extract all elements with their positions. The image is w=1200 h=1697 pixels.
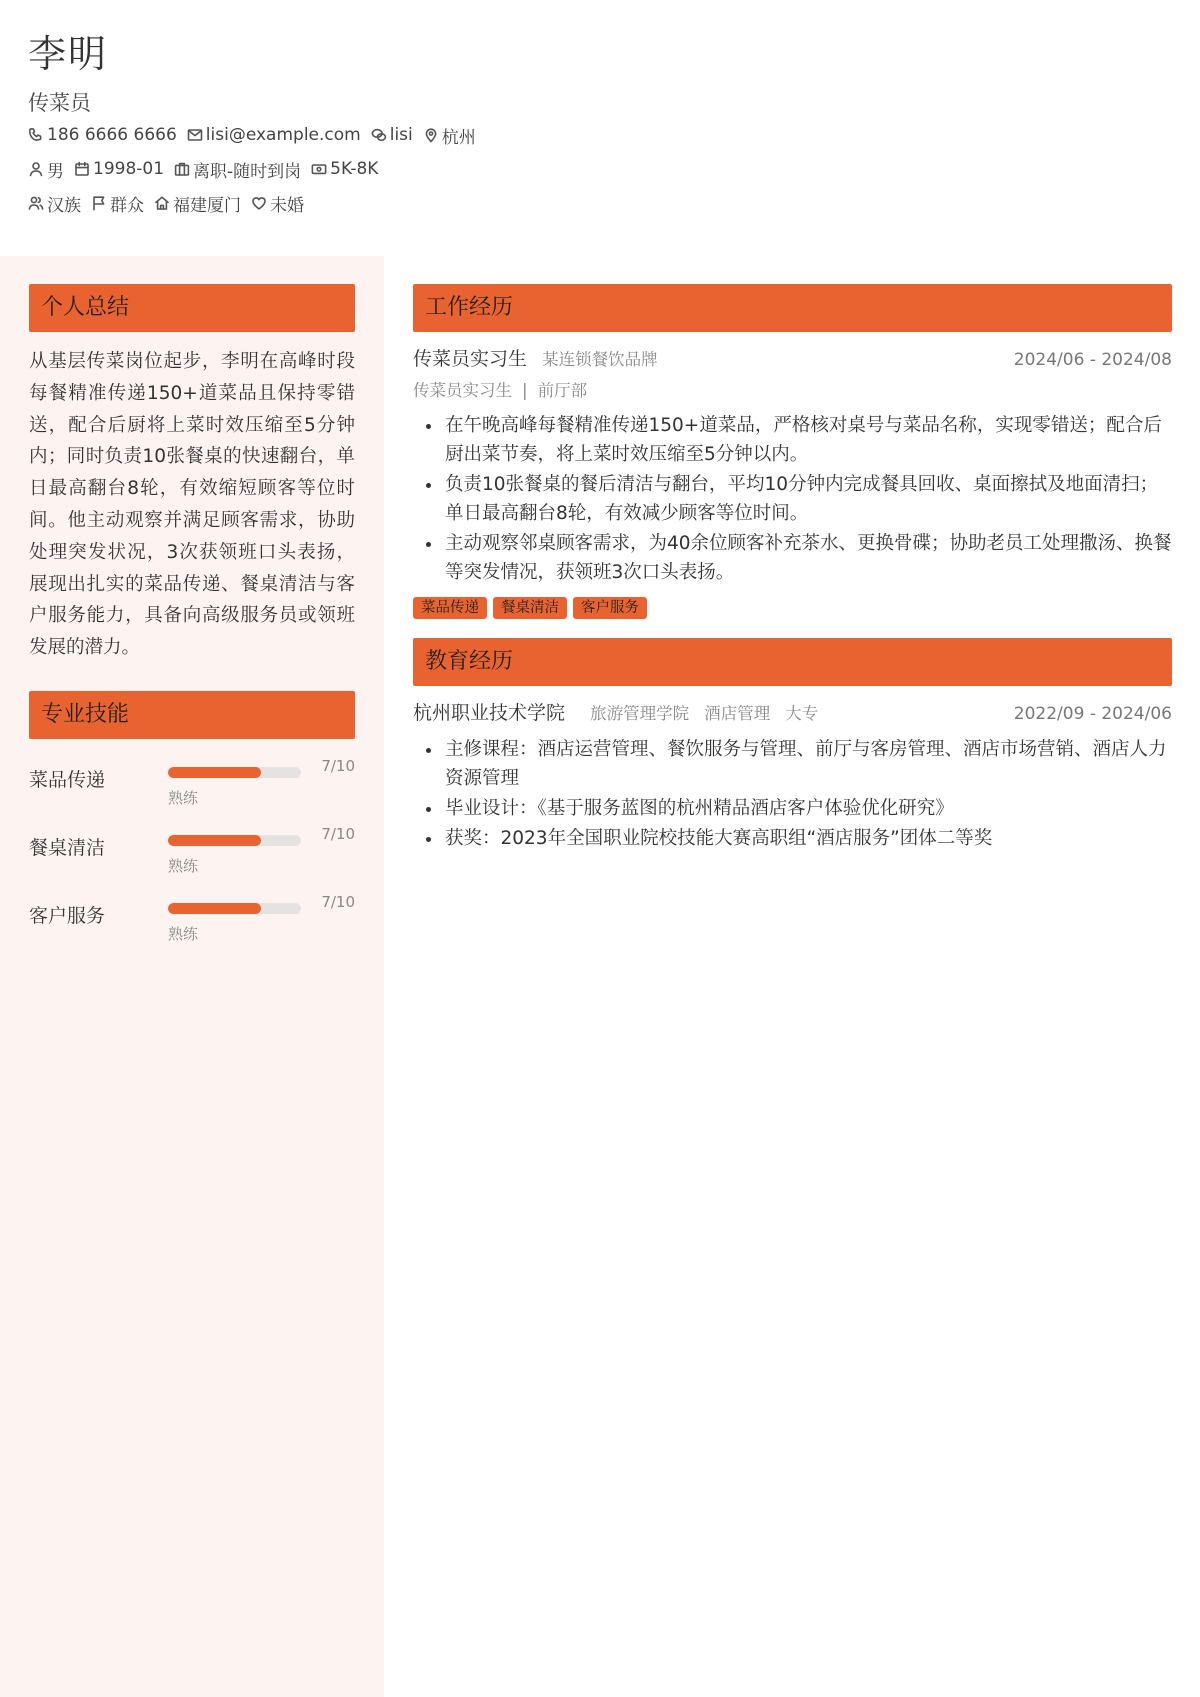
skill-level: 熟练	[168, 924, 199, 943]
right-column	[413, 284, 1172, 854]
skill-bar-fill	[168, 767, 261, 778]
political-info	[91, 191, 144, 216]
skill-name: 菜品传递	[29, 768, 106, 791]
list-item: • 毕业设计：《基于服务蓝图的杭州精品酒店客户体验优化研究》	[443, 794, 1172, 823]
home-icon	[154, 195, 170, 211]
skill-level: 熟练	[168, 788, 199, 807]
phone-text: 186 6666 6666	[47, 125, 177, 145]
skill-tag: 菜品传递	[413, 597, 487, 619]
political-text: 群众	[110, 195, 144, 216]
wechat-text: lisi	[389, 125, 413, 145]
list-item: • 主修课程：酒店运营管理、餐饮服务与管理、前厅与客房管理、酒店市场营销、酒店人力资源管理	[443, 735, 1172, 793]
left-column	[29, 284, 355, 951]
skill-bar-fill	[168, 903, 261, 914]
skill-item	[29, 747, 355, 815]
work-role-line	[413, 377, 1172, 401]
calendar-icon	[74, 161, 90, 177]
contact-row	[28, 118, 1168, 152]
mail-icon	[187, 127, 203, 143]
skill-item	[29, 815, 355, 883]
marital-text: 未婚	[270, 195, 304, 216]
location-icon	[423, 127, 439, 143]
skill-level: 熟练	[168, 856, 199, 875]
education-date: 2022/09 - 2024/06	[1013, 704, 1172, 724]
education-bullets	[413, 735, 1172, 853]
phone-icon	[28, 127, 44, 143]
wechat-info	[371, 125, 413, 145]
list-item: • 在午晚高峰每餐精准传递150+道菜品，严格核对桌号与菜品名称，实现零错送；配合后厨出菜节奏，将上菜时效压缩至5分钟以内。	[443, 411, 1172, 469]
salary-text: 5K-8K	[330, 159, 379, 179]
skill-item	[29, 883, 355, 951]
email-info	[187, 125, 361, 145]
flag-icon	[91, 195, 107, 211]
work-tags	[413, 597, 1172, 619]
skill-bar	[168, 903, 301, 914]
education-entry-header	[413, 698, 1172, 725]
job-title: 传菜员	[28, 91, 91, 115]
ethnicity-text: 汉族	[47, 195, 81, 216]
list-item: • 负责10张餐桌的餐后清洁与翻台，平均10分钟内完成餐具回收、桌面擦拭及地面清扫；单日最高翻台8轮，有效减少顾客等位时间。	[443, 470, 1172, 528]
skill-score: 7/10	[321, 824, 355, 843]
birth-text: 1998-01	[93, 159, 165, 179]
money-icon	[311, 161, 327, 177]
resume-header	[28, 30, 1168, 220]
skill-name: 餐桌清洁	[29, 836, 106, 859]
people-icon	[28, 195, 44, 211]
phone-info	[28, 125, 177, 145]
briefcase-icon	[174, 161, 190, 177]
skills-list	[29, 747, 355, 951]
education-heading: 教育经历	[413, 638, 1172, 686]
school-name: 杭州职业技术学院	[413, 702, 566, 724]
hometown-text: 福建厦门	[173, 195, 241, 216]
skill-bar	[168, 835, 301, 846]
marital-info	[251, 191, 304, 216]
location-info	[423, 123, 476, 148]
wechat-icon	[371, 127, 387, 143]
major-name: 酒店管理	[704, 704, 771, 723]
skills-heading: 专业技能	[29, 691, 355, 739]
skill-tag: 客户服务	[573, 597, 647, 619]
background-row	[28, 186, 1168, 220]
summary-heading: 个人总结	[29, 284, 355, 332]
person-icon	[28, 161, 44, 177]
email-text: lisi@example.com	[205, 125, 361, 145]
work-date: 2024/06 - 2024/08	[1013, 350, 1172, 370]
birth-info	[74, 159, 164, 179]
work-heading: 工作经历	[413, 284, 1172, 332]
heart-icon	[251, 195, 267, 211]
skill-bar	[168, 767, 301, 778]
gender-info	[28, 157, 64, 182]
hometown-info	[154, 191, 241, 216]
gender-text: 男	[47, 161, 64, 182]
work-company: 某连锁餐饮品牌	[542, 350, 658, 369]
skill-name: 客户服务	[29, 904, 106, 927]
skill-score: 7/10	[321, 756, 355, 775]
work-entry-header	[413, 344, 1172, 371]
list-item: • 获奖：2023年全国职业院校技能大赛高职组“酒店服务”团体二等奖	[443, 824, 1172, 853]
skill-score: 7/10	[321, 892, 355, 911]
ethnicity-info	[28, 191, 81, 216]
skill-bar-fill	[168, 835, 261, 846]
college-name: 旅游管理学院	[590, 704, 690, 723]
personal-row	[28, 152, 1168, 186]
work-role: 传菜员实习生	[413, 381, 512, 400]
role-separator: |	[522, 381, 528, 400]
status-text: 离职-随时到岗	[193, 161, 302, 182]
work-department: 前厅部	[537, 381, 588, 400]
work-position: 传菜员实习生	[413, 348, 528, 370]
work-bullets	[413, 411, 1172, 587]
skill-tag: 餐桌清洁	[493, 597, 567, 619]
salary-info	[311, 159, 378, 179]
person-name: 李明	[28, 32, 109, 76]
list-item: • 主动观察邻桌顾客需求，为40余位顾客补充茶水、更换骨碟；协助老员工处理撒汤、换餐等突发情况，获领班3次口头表扬。	[443, 529, 1172, 587]
summary-text: 从基层传菜岗位起步，李明在高峰时段每餐精准传递150+道菜品且保持零错送，配合后厨将上菜时效压缩至5分钟内；同时负责10张餐桌的快速翻台，单日最高翻台8轮，有效缩短顾客等位时间。他主动观察并满足顾客需求，协助处理突发状况，3次获领班口头表扬，展现出扎实的菜品传递、餐桌清洁与客户服务能力，具备向高级服务员或领班发展的潜力。	[29, 351, 355, 659]
location-text: 杭州	[441, 127, 476, 148]
status-info	[174, 157, 301, 182]
degree-name: 大专	[785, 704, 819, 723]
